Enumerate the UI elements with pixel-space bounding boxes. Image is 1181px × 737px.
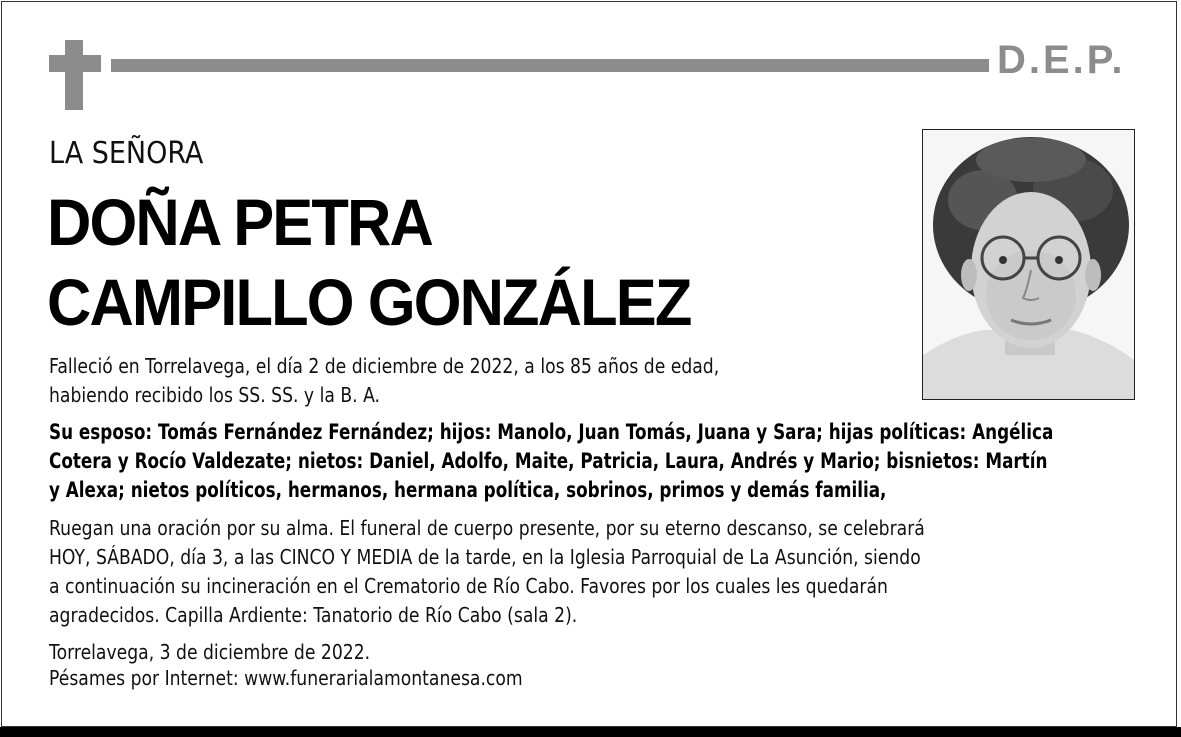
- condolences-link[interactable]: Pésames por Internet: www.funerarialamontanesa.com: [49, 666, 523, 690]
- deceased-name-line1: DOÑA PETRA: [47, 185, 432, 259]
- bottom-border: [0, 727, 1181, 737]
- obituary-frame: [1, 1, 1177, 727]
- family-list: [49, 418, 1053, 505]
- funeral-line: a continuación su incineración en el Crematorio de Río Cabo. Favores por los cuales les quedarán: [49, 574, 888, 598]
- place-date: Torrelavega, 3 de diciembre de 2022.: [49, 640, 371, 664]
- cross-icon: [65, 40, 83, 110]
- funeral-line: HOY, SÁBADO, día 3, a las CINCO Y MEDIA de la tarde, en la Iglesia Parroquial de La Asunción, siendo: [49, 545, 921, 569]
- dep-heading: D.E.P.: [997, 38, 1126, 82]
- portrait-icon: [923, 130, 1134, 399]
- cross-icon-bar: [49, 55, 101, 72]
- family-line: y Alexa; nietos políticos, hermanos, hermana política, sobrinos, primos y demás familia,: [49, 478, 887, 502]
- funeral-line: Ruegan una oración por su alma. El funeral de cuerpo presente, por su eterno descanso, se celebrará: [49, 516, 925, 540]
- portrait-photo: [922, 129, 1135, 400]
- death-notice: [49, 352, 719, 410]
- funeral-details: [49, 514, 925, 630]
- honorific: LA SEÑORA: [49, 136, 204, 171]
- death-notice-line: habiendo recibido los SS. SS. y la B. A.: [49, 383, 381, 407]
- funeral-line: agradecidos. Capilla Ardiente: Tanatorio de Río Cabo (sala 2).: [49, 603, 578, 627]
- family-line: Cotera y Rocío Valdezate; nietos: Daniel, Adolfo, Maite, Patricia, Laura, Andrés y Mario; bisnietos: Martín: [49, 449, 1048, 473]
- deceased-name: [47, 182, 691, 342]
- death-notice-line: Falleció en Torrelavega, el día 2 de diciembre de 2022, a los 85 años de edad,: [49, 354, 720, 378]
- deceased-name-line2: CAMPILLO GONZÁLEZ: [47, 265, 691, 339]
- header-rule: [111, 59, 989, 72]
- family-line: Su esposo: Tomás Fernández Fernández; hijos: Manolo, Juan Tomás, Juana y Sara; hijas políticas: Angélica: [49, 420, 1054, 444]
